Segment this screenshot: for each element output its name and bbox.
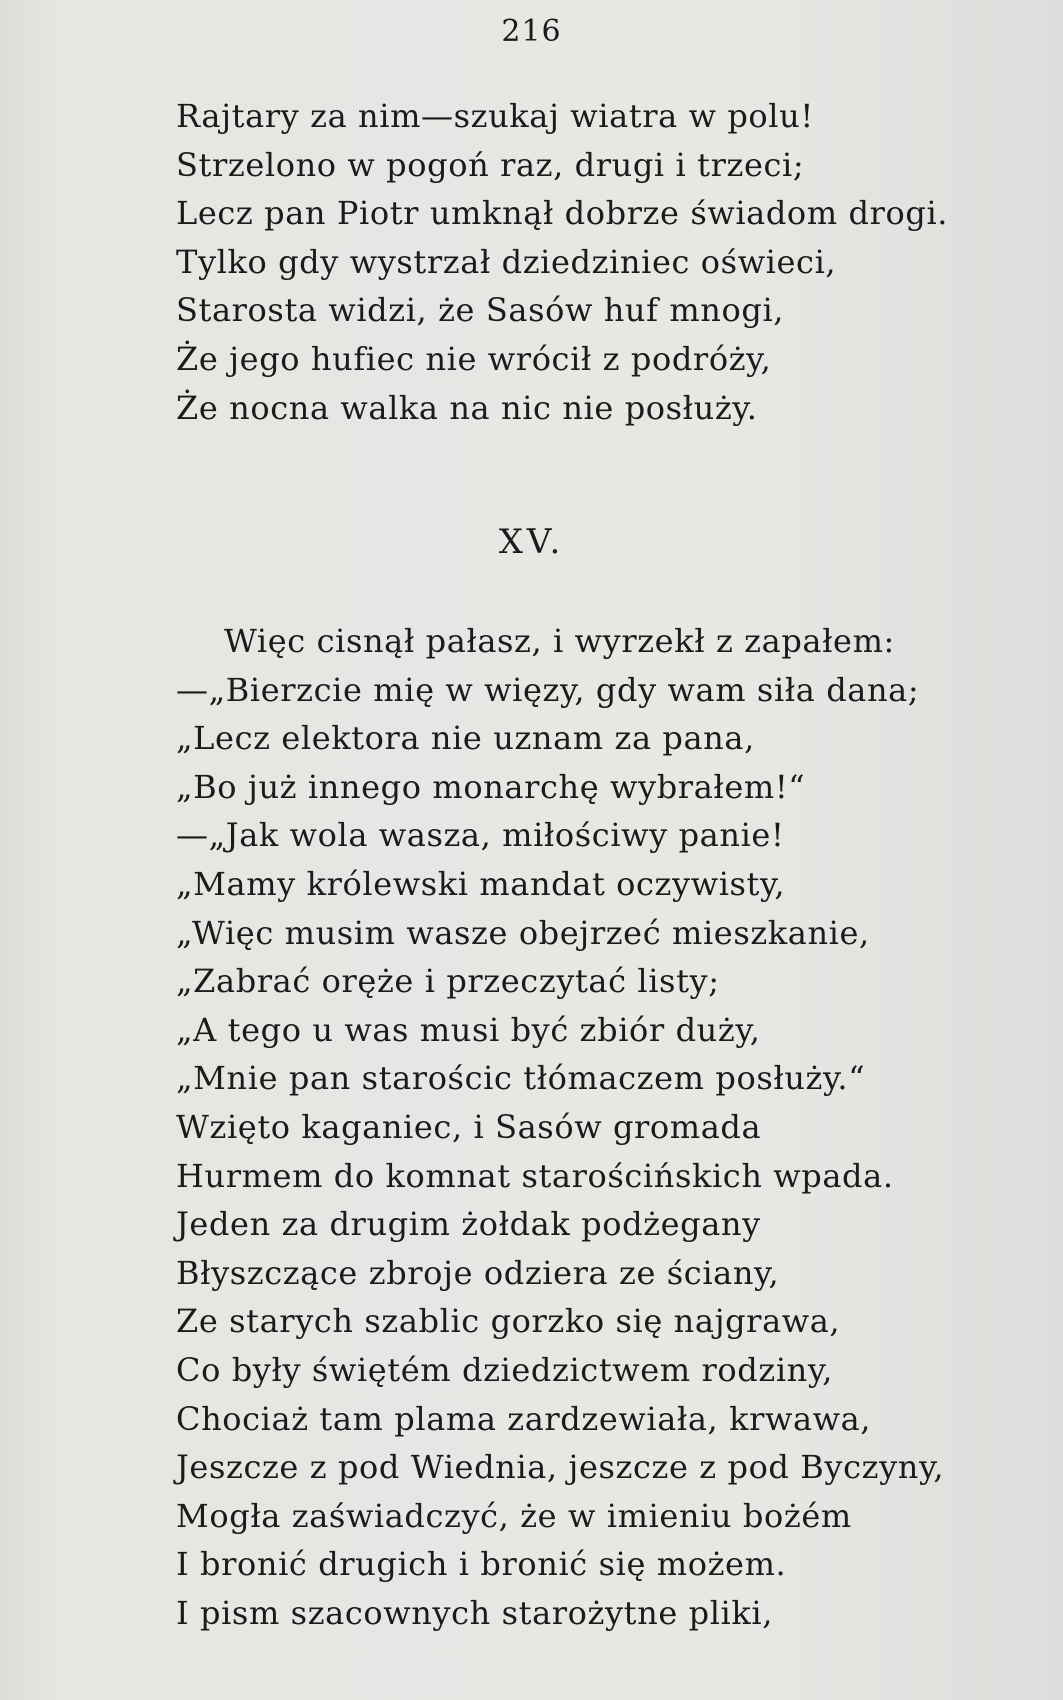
- section-heading: XV.: [498, 522, 565, 562]
- verse-line: „Zabrać oręże i przeczytać listy;: [176, 962, 720, 1001]
- verse-line: Co były świętém dziedzictwem rodziny,: [176, 1350, 834, 1389]
- verse-line: Jeden za drugim żołdak podżegany: [176, 1205, 761, 1244]
- verse-line: Że nocna walka na nic nie posłuży.: [176, 388, 758, 427]
- verse-line: Więc cisnął pałasz, i wyrzekł z zapałem:: [224, 622, 895, 660]
- verse-line: „Mnie pan starościc tłómaczem posłuży.“: [176, 1059, 866, 1098]
- verse-line: Tylko gdy wystrzał dziedziniec oświeci,: [176, 242, 837, 281]
- verse-line: Rajtary za nim—szukaj wiatra w polu!: [176, 97, 814, 135]
- verse-line: „A tego u was musi być zbiór duży,: [176, 1010, 761, 1049]
- verse-line: „Bo już innego monarchę wybrałem!“: [176, 767, 806, 806]
- verse-line: Starosta widzi, że Sasów huf mnogi,: [176, 291, 785, 330]
- verse-line: Wzięto kaganiec, i Sasów gromada: [176, 1107, 762, 1146]
- verse-line: Ze starych szablic gorzko się najgrawa,: [176, 1302, 841, 1341]
- verse-line: —„Jak wola wasza, miłościwy panie!: [176, 816, 785, 855]
- verse-line: „Mamy królewski mandat oczywisty,: [176, 864, 786, 903]
- verse-line: Mogła zaświadczyć, że w imieniu bożém: [176, 1496, 852, 1535]
- stanza-top: [176, 92, 948, 432]
- verse-line: I pism szacownych starożytne pliki,: [176, 1593, 773, 1632]
- verse-line: „Więc musim wasze obejrzeć mieszkanie,: [176, 913, 870, 952]
- verse-line: —„Bierzcie mię w więzy, gdy wam siła dana;: [176, 670, 920, 709]
- verse-line: Że jego hufiec nie wrócił z podróży,: [176, 339, 772, 378]
- stanza-main: [176, 617, 944, 1637]
- verse-line: Jeszcze z pod Wiednia, jeszcze z pod Byczyny,: [176, 1448, 945, 1487]
- verse-line: I bronić drugich i bronić się możem.: [176, 1545, 787, 1584]
- page-number: 216: [501, 14, 562, 49]
- verse-line: „Lecz elektora nie uznam za pana,: [176, 719, 755, 758]
- verse-line: Strzelono w pogoń raz, drugi i trzeci;: [176, 145, 805, 184]
- verse-line: Hurmem do komnat starościńskich wpada.: [176, 1156, 894, 1195]
- verse-line: Błyszczące zbroje odziera ze ściany,: [176, 1253, 780, 1292]
- verse-line: Lecz pan Piotr umknął dobrze świadom drogi.: [176, 194, 949, 233]
- verse-line: Chociaż tam plama zardzewiała, krwawa,: [176, 1399, 872, 1438]
